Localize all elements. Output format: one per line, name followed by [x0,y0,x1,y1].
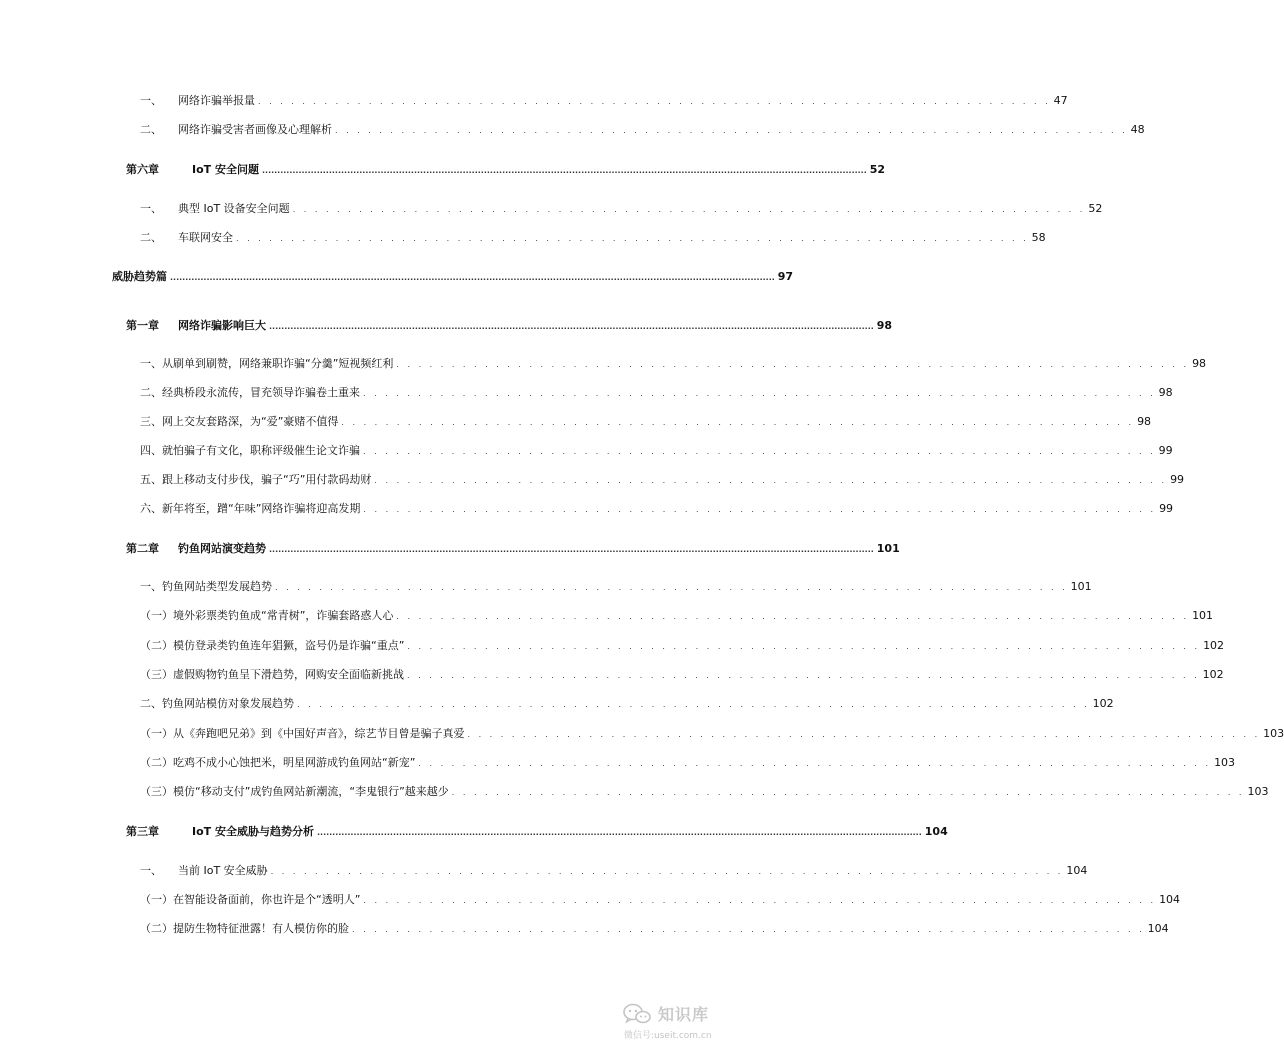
dot-leader: . . . . . . . . . . . . . . . . . . . . . . . . . . . . . . . . . . . . . . . . . . . . . . . . . . . . . . . . . . . . . . . . . . . . . . . . [396,360,1190,369]
toc-page-number: 48 [1130,123,1145,136]
toc-page-number: 58 [1031,231,1046,244]
toc-number: 二、 [140,386,162,399]
toc-title: 典型 IoT 设备安全问题 [178,202,290,215]
toc-row[interactable] [140,471,1185,487]
toc-page-number: 52 [869,163,886,176]
dot-leader: . . . . . . . . . . . . . . . . . . . . . . . . . . . . . . . . . . . . . . . . . . . . . . . . . . . . . . . . . . . . . . . . . . . . . . . . [292,205,1086,214]
toc-title: 车联网安全 [178,231,233,244]
toc-page-number: 52 [1088,202,1103,215]
toc-title: 从刷单到刷赞，网络兼职诈骗“分羹”短视频红利 [162,357,394,370]
toc-row[interactable] [140,783,1269,799]
chapter-title: IoT 安全问题 [192,163,259,176]
toc-row[interactable] [140,920,1169,936]
dot-leader: . . . . . . . . . . . . . . . . . . . . . . . . . . . . . . . . . . . . . . . . . . . . . . . . . . . . . . . . . . . . . . . . . . . . . . . . [258,97,1051,106]
toc-page-number: 99 [1158,444,1173,457]
dot-leader: . . . . . . . . . . . . . . . . . . . . . . . . . . . . . . . . . . . . . . . . . . . . . . . . . . . . . . . . . . . . . . . . . . . . . . . . [407,671,1200,680]
toc-page-number: 99 [1159,502,1174,515]
toc-title: 钓鱼网站类型发展趋势 [162,580,272,593]
toc-page-number: 101 [1192,609,1214,622]
toc-row[interactable] [140,200,1103,216]
dot-leader: ....................................................................................................................................................................................................... [261,166,867,175]
toc-row[interactable] [140,384,1173,400]
toc-number: （一） [140,893,173,906]
toc-page-number: 99 [1170,473,1185,486]
toc-title: 境外彩票类钓鱼成“常青树”，诈骗套路惑人心 [173,609,394,622]
toc-number: （二） [140,756,173,769]
toc-page-number: 102 [1203,639,1225,652]
toc-row[interactable] [140,121,1145,137]
toc-page-number: 98 [1192,357,1207,370]
toc-page-number: 104 [1147,922,1169,935]
toc-page-number: 104 [924,825,948,838]
dot-leader: . . . . . . . . . . . . . . . . . . . . . . . . . . . . . . . . . . . . . . . . . . . . . . . . . . . . . . . . . . . . . . . . . . . . . . . . [352,925,1145,934]
chapter-title: 网络诈骗影响巨大 [178,319,266,332]
toc-part-row[interactable] [112,268,794,284]
dot-leader: . . . . . . . . . . . . . . . . . . . . . . . . . . . . . . . . . . . . . . . . . . . . . . . . . . . . . . . . . . . . . . . . . . . . . . . . [363,896,1157,905]
dot-leader: . . . . . . . . . . . . . . . . . . . . . . . . . . . . . . . . . . . . . . . . . . . . . . . . . . . . . . . . . . . . . . . . . . . . . . . . [467,730,1261,739]
dot-leader: . . . . . . . . . . . . . . . . . . . . . . . . . . . . . . . . . . . . . . . . . . . . . . . . . . . . . . . . . . . . . . . . . . . . . . . . [407,642,1201,651]
toc-row[interactable] [140,500,1174,516]
toc-page-number: 47 [1053,94,1068,107]
toc-row[interactable] [140,578,1092,594]
toc-number: （三） [140,785,173,798]
toc-title: 在智能设备面前，你也许是个“透明人” [173,893,361,906]
toc-title: 吃鸡不成小心蚀把米，明星网游成钓鱼网站“新宠” [173,756,416,769]
toc-number: 二、 [140,697,162,710]
dot-leader: . . . . . . . . . . . . . . . . . . . . . . . . . . . . . . . . . . . . . . . . . . . . . . . . . . . . . . . . . . . . . . . . . . . . . . . . [363,389,1156,398]
dot-leader: ....................................................................................................................................................................................................... [269,545,874,554]
toc-title: 钓鱼网站模仿对象发展趋势 [162,697,294,710]
watermark-brand: 知识库 [658,1005,710,1024]
wechat-icon [622,1002,652,1026]
toc-page-number: 97 [777,270,794,283]
dot-leader: . . . . . . . . . . . . . . . . . . . . . . . . . . . . . . . . . . . . . . . . . . . . . . . . . . . . . . . . . . . . . . . . . . . . . . . . [363,447,1156,456]
dot-leader: . . . . . . . . . . . . . . . . . . . . . . . . . . . . . . . . . . . . . . . . . . . . . . . . . . . . . . . . . . . . . . . . . . . . . . . . [374,476,1168,485]
toc-chapter-row[interactable] [126,161,886,177]
toc-page-number: 101 [1070,580,1092,593]
toc-title: 虚假购物钓鱼呈下滑趋势，网购安全面临新挑战 [173,668,404,681]
chapter-number: 第二章 [126,542,159,555]
toc-page-number: 101 [876,542,900,555]
toc-number: （一） [140,609,173,622]
dot-leader: . . . . . . . . . . . . . . . . . . . . . . . . . . . . . . . . . . . . . . . . . . . . . . . . . . . . . . . . . . . . . . . . . . . . . . . . [297,700,1090,709]
toc-page-number: 103 [1214,756,1236,769]
toc-number: 一、 [140,357,162,370]
chapter-title: 钓鱼网站演变趋势 [178,542,266,555]
toc-number: 二、 [140,123,162,136]
toc-page-number: 98 [1137,415,1152,428]
toc-row[interactable] [140,229,1046,245]
dot-leader: . . . . . . . . . . . . . . . . . . . . . . . . . . . . . . . . . . . . . . . . . . . . . . . . . . . . . . . . . . . . . . . . . . . . . . . . [341,418,1135,427]
dot-leader: . . . . . . . . . . . . . . . . . . . . . . . . . . . . . . . . . . . . . . . . . . . . . . . . . . . . . . . . . . . . . . . . . . . . . . . . [335,126,1128,135]
toc-chapter-row[interactable] [126,823,948,839]
toc-row[interactable] [140,92,1068,108]
toc-number: 一、 [140,202,162,215]
toc-number: （一） [140,727,173,740]
toc-title: 模仿登录类钓鱼连年猖獗，盗号仍是诈骗“重点” [173,639,405,652]
toc-page-number: 104 [1066,864,1088,877]
toc-number: 五、 [140,473,162,486]
toc-chapter-row[interactable] [126,317,893,333]
dot-leader: . . . . . . . . . . . . . . . . . . . . . . . . . . . . . . . . . . . . . . . . . . . . . . . . . . . . . . . . . . . . . . . . . . . . . . . . [363,505,1157,514]
dot-leader: . . . . . . . . . . . . . . . . . . . . . . . . . . . . . . . . . . . . . . . . . . . . . . . . . . . . . . . . . . . . . . . . . . . . . . . . [451,788,1245,797]
dot-leader: . . . . . . . . . . . . . . . . . . . . . . . . . . . . . . . . . . . . . . . . . . . . . . . . . . . . . . . . . . . . . . . . . . . . . . . . [270,867,1064,876]
toc-number: （二） [140,639,173,652]
toc-row[interactable] [140,695,1114,711]
toc-title: 跟上移动支付步伐，骗子“巧”用付款码劫财 [162,473,372,486]
toc-title: 网上交友套路深，为“爱”豪赌不值得 [162,415,339,428]
dot-leader: . . . . . . . . . . . . . . . . . . . . . . . . . . . . . . . . . . . . . . . . . . . . . . . . . . . . . . . . . . . . . . . . . . . . . . . . [275,583,1068,592]
toc-title: 模仿“移动支付”成钓鱼网站新潮流，“李鬼银行”越来越少 [173,785,449,798]
toc-row[interactable] [140,666,1224,682]
toc-title: 当前 IoT 安全威胁 [178,864,268,877]
toc-number: （二） [140,922,173,935]
toc-number: 一、 [140,864,162,877]
toc-title: 新年将至，蹭“年味”网络诈骗将迎高发期 [162,502,361,515]
toc-title: 网络诈骗举报量 [178,94,255,107]
toc-title: 经典桥段永流传，冒充领导诈骗卷土重来 [162,386,360,399]
toc-number: 四、 [140,444,162,457]
toc-title: 就怕骗子有文化，职称评级催生论文诈骗 [162,444,360,457]
toc-title: 提防生物特征泄露！有人模仿你的脸 [173,922,349,935]
toc-row[interactable] [140,413,1152,429]
toc-number: 六、 [140,502,162,515]
toc-row[interactable] [140,862,1088,878]
toc-page-number: 104 [1159,893,1181,906]
part-title: 威胁趋势篇 [112,270,167,283]
toc-number: 二、 [140,231,162,244]
chapter-number: 第一章 [126,319,159,332]
chapter-number: 第六章 [126,163,159,176]
toc-number: 一、 [140,94,162,107]
toc-title: 网络诈骗受害者画像及心理解析 [178,123,332,136]
toc-row[interactable] [140,637,1225,653]
toc-number: 三、 [140,415,162,428]
toc-row[interactable] [140,607,1214,623]
toc-row[interactable] [140,725,1284,741]
watermark-wechat-id: 微信号:useit.com.cn [624,1031,712,1041]
toc-page-number: 103 [1263,727,1284,740]
dot-leader: . . . . . . . . . . . . . . . . . . . . . . . . . . . . . . . . . . . . . . . . . . . . . . . . . . . . . . . . . . . . . . . . . . . . . . . . [418,759,1212,768]
dot-leader: ....................................................................................................................................................................................................... [269,322,874,331]
dot-leader: . . . . . . . . . . . . . . . . . . . . . . . . . . . . . . . . . . . . . . . . . . . . . . . . . . . . . . . . . . . . . . . . . . . . . . . . [236,234,1029,243]
dot-leader: . . . . . . . . . . . . . . . . . . . . . . . . . . . . . . . . . . . . . . . . . . . . . . . . . . . . . . . . . . . . . . . . . . . . . . . . [396,612,1190,621]
watermark [622,1000,732,1044]
toc-row[interactable] [140,355,1207,371]
toc-row[interactable] [140,754,1236,770]
chapter-title: IoT 安全威胁与趋势分析 [192,825,314,838]
toc-chapter-row[interactable] [126,540,900,556]
chapter-number: 第三章 [126,825,159,838]
toc-page-number: 103 [1247,785,1269,798]
toc-row[interactable] [140,891,1181,907]
toc-page-number: 98 [876,319,893,332]
toc-page-number: 102 [1092,697,1114,710]
toc-title: 从《奔跑吧兄弟》到《中国好声音》，综艺节目曾是骗子真爱 [173,727,465,740]
dot-leader: ....................................................................................................................................................................................................... [316,828,922,837]
toc-number: （三） [140,668,173,681]
toc-page-number: 98 [1158,386,1173,399]
dot-leader: ....................................................................................................................................................................................................... [170,273,775,282]
toc-number: 一、 [140,580,162,593]
toc-row[interactable] [140,442,1173,458]
toc-page-number: 102 [1202,668,1224,681]
